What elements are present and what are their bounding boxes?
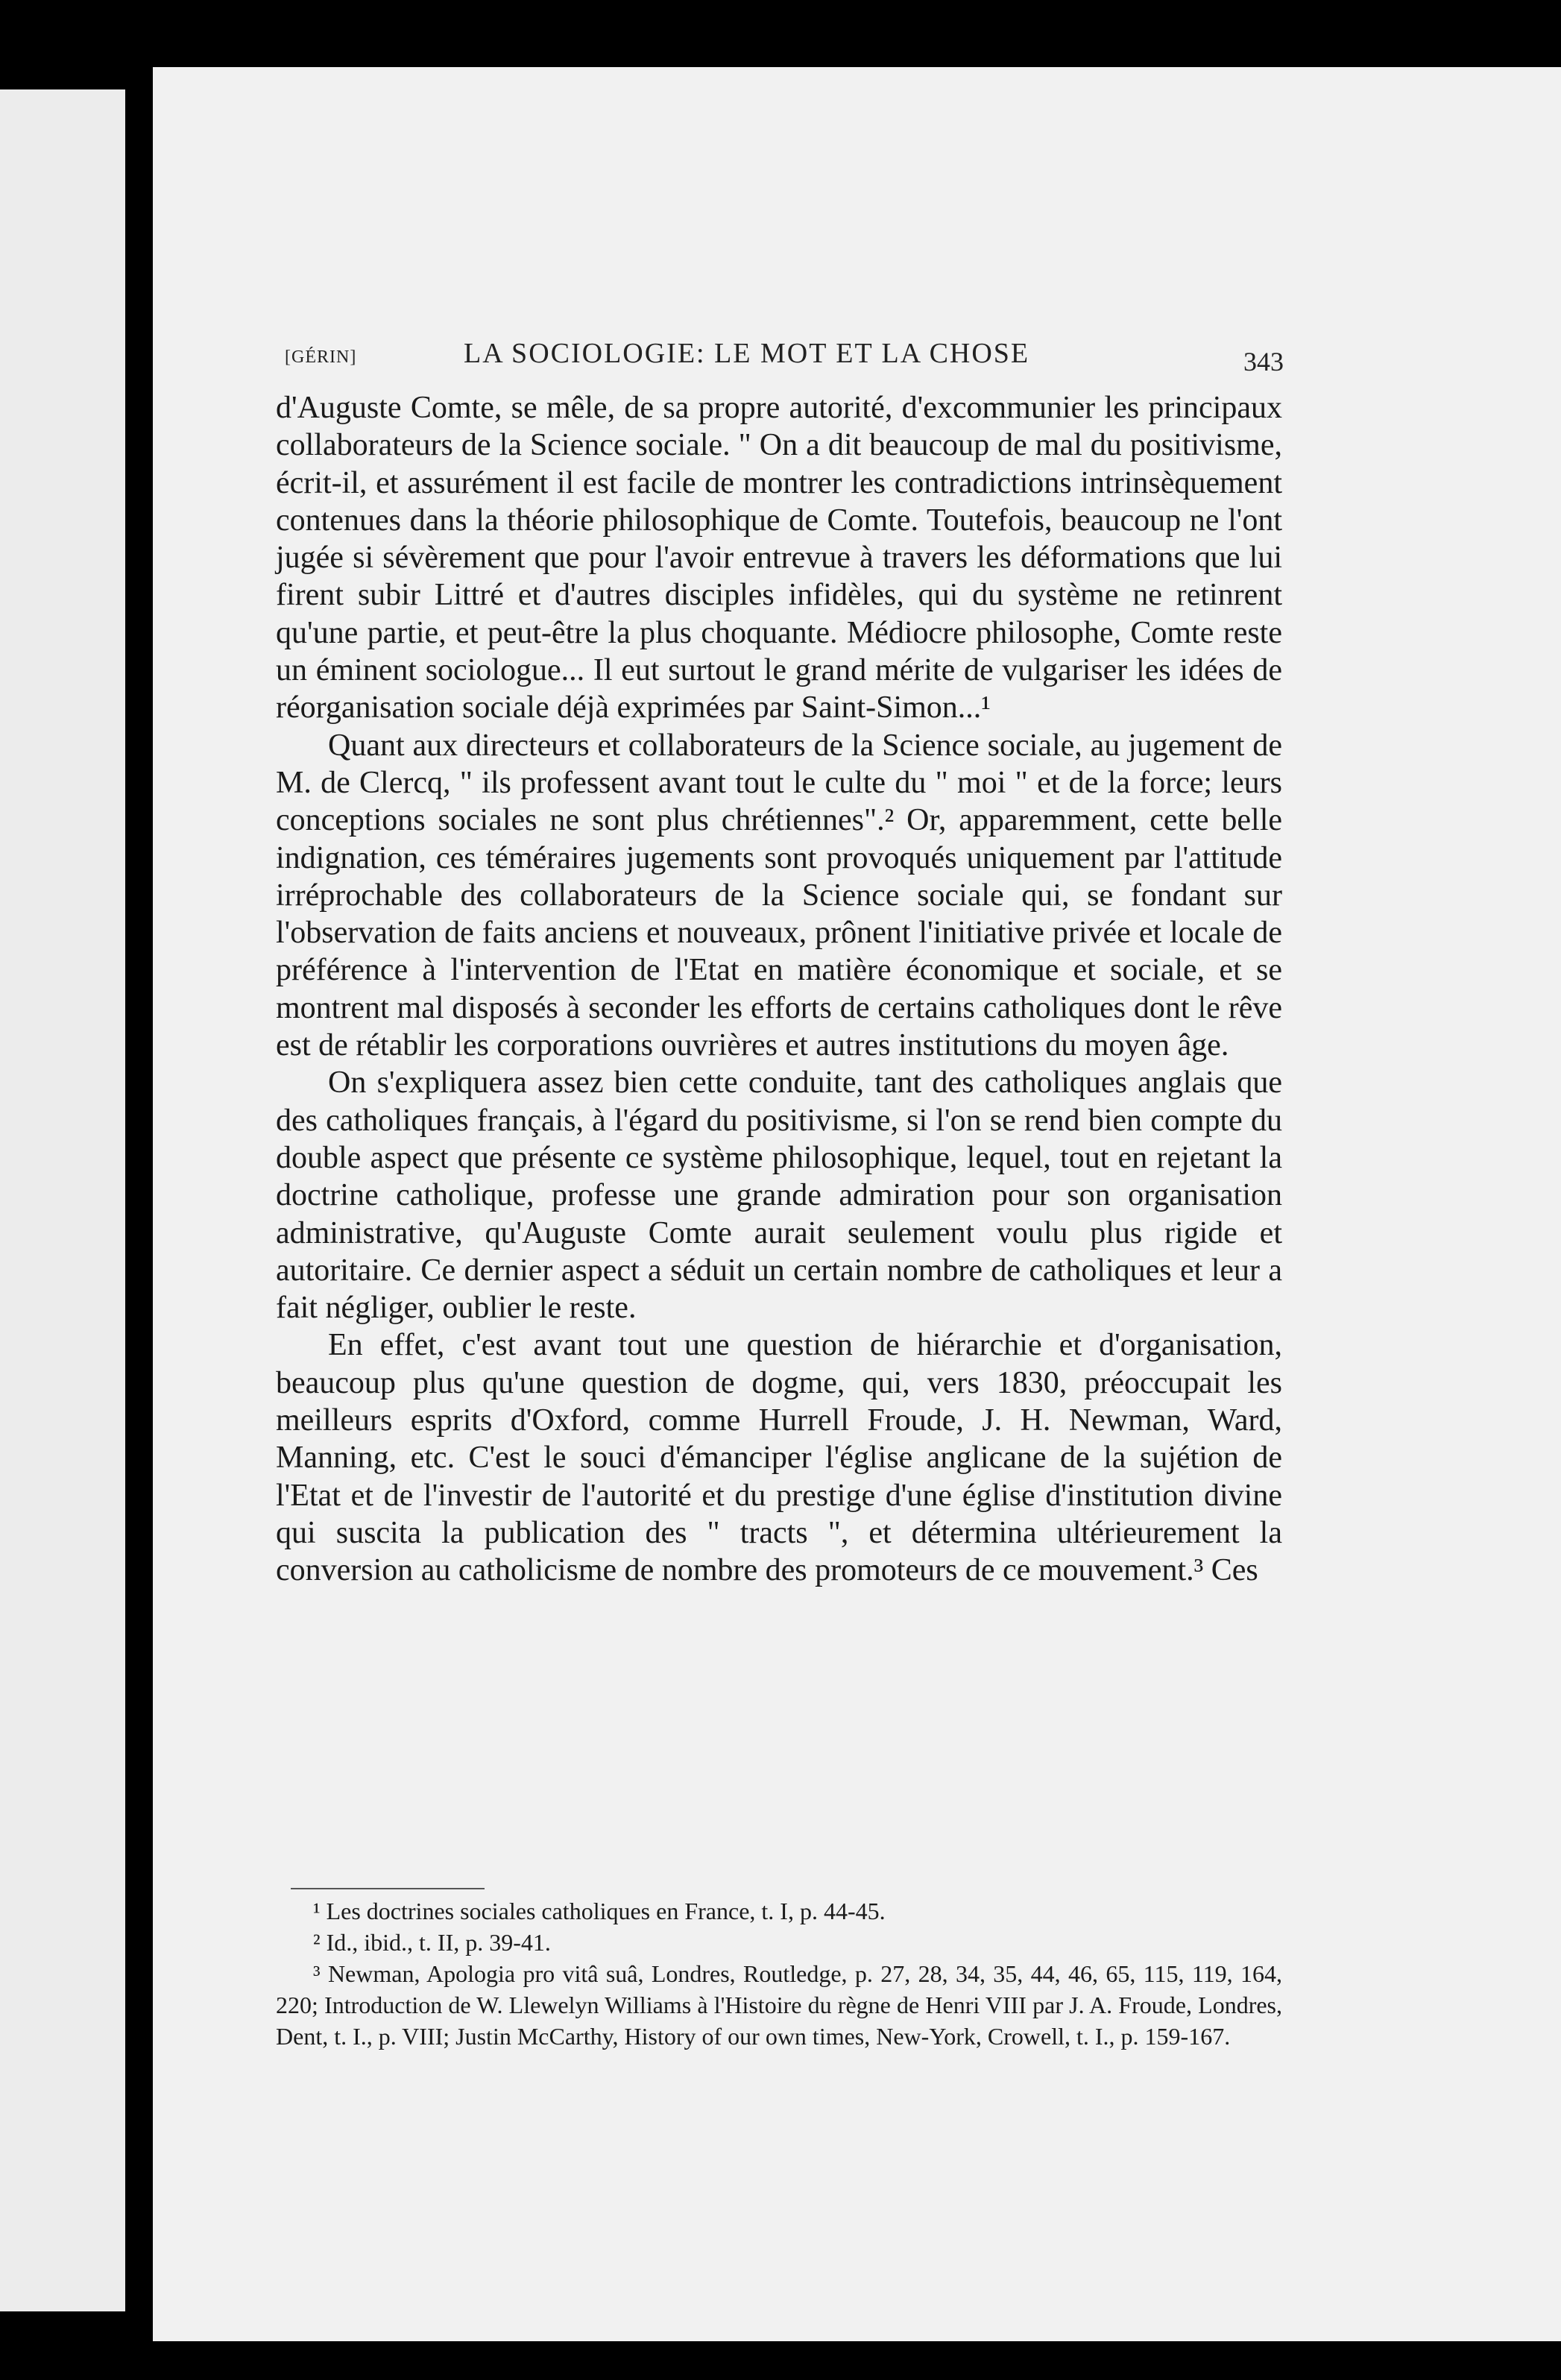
body-text bbox=[276, 389, 1282, 1590]
paragraph: Quant aux directeurs et collaborateurs de la Science sociale, au jugement de M. de Clercq, " ils professent avant tout le culte du " moi " et de la force; leurs conceptions sociales ne sont plus chrétiennes".² Or, apparemment, cette belle indignation, ces téméraires jugements sont provoqués uniquement par l'attitude irréprochable des collaborateurs de la Science sociale qui, se fondant sur l'observation de faits anciens et nouveaux, prônent l'initiative privée et locale de préférence à l'intervention de l'Etat en matière économique et sociale, et se montrent mal disposés à seconder les efforts de certains catholiques dont le rêve est de rétablir les corporations ouvrières et autres institutions du moyen âge. bbox=[276, 728, 1282, 1063]
running-author: [GÉRIN] bbox=[285, 347, 357, 367]
facing-page-edge bbox=[0, 89, 125, 2311]
paragraph: On s'expliquera assez bien cette conduite, tant des catholiques anglais que des catholiques français, à l'égard du positivisme, si l'on se rend bien compte du double aspect que présente ce système philosophique, lequel, tout en rejetant la doctrine catholique, professe une grande admiration pour son organisation administrative, qu'Auguste Comte aurait seulement voulu plus rigide et autoritaire. Ce dernier aspect a séduit un certain nombre de catholiques et leur a fait négliger, oublier le reste. bbox=[276, 1065, 1282, 1326]
footnotes bbox=[276, 1895, 1282, 2052]
paragraph: En effet, c'est avant tout une question de hiérarchie et d'organisation, beaucoup plus qu'une question de dogme, qui, vers 1830, préoccupait les meilleurs esprits d'Oxford, comme Hurrell Froude, J. H. Newman, Ward, Manning, etc. C'est le souci d'émanciper l'église anglicane de la sujétion de l'Etat et de l'investir de l'autorité et du prestige d'une église d'institution divine qui suscita la publication des " tracts ", et détermina ultérieurement la conversion au catholicisme de nombre des promoteurs de ce mouvement.³ Ces bbox=[276, 1328, 1282, 1588]
paragraph: d'Auguste Comte, se mêle, de sa propre autorité, d'excommunier les principaux collaborateurs de la Science sociale. " On a dit beaucoup de mal du positivisme, écrit-il, et assurément il est facile de montrer les contradictions intrinsèquement contenues dans la théorie philosophique de Comte. Toutefois, beaucoup ne l'ont jugée si sévèrement que pour l'avoir entrevue à travers les déformations que lui firent subir Littré et d'autres disciples infidèles, qui du système ne retinrent qu'une partie, et peut-être la plus choquante. Médiocre philosophe, Comte reste un éminent sociologue... Il eut surtout le grand mérite de vulgariser les idées de réorganisation sociale déjà exprimées par Saint-Simon...¹ bbox=[276, 391, 1282, 725]
footnote: ¹ Les doctrines sociales catholiques en France, t. I, p. 44-45. bbox=[313, 1898, 886, 1924]
footnote: ³ Newman, Apologia pro vitâ suâ, Londres, Routledge, p. 27, 28, 34, 35, 44, 46, 65, 115, 119, 164, 220; Introduction de W. Llewelyn Williams à l'Histoire du règne de Henri VIII par J. A. Froude, Londres, Dent, t. I., p. VIII; Justin McCarthy, History of our own times, New-York, Crowell, t. I., p. 159-167. bbox=[276, 1960, 1282, 2050]
footnote-divider bbox=[291, 1888, 485, 1889]
page-header bbox=[285, 337, 1284, 389]
page-number: 343 bbox=[1243, 347, 1284, 377]
running-title: LA SOCIOLOGIE: LE MOT ET LA CHOSE bbox=[464, 338, 1030, 369]
footnote: ² Id., ibid., t. II, p. 39-41. bbox=[313, 1929, 551, 1956]
